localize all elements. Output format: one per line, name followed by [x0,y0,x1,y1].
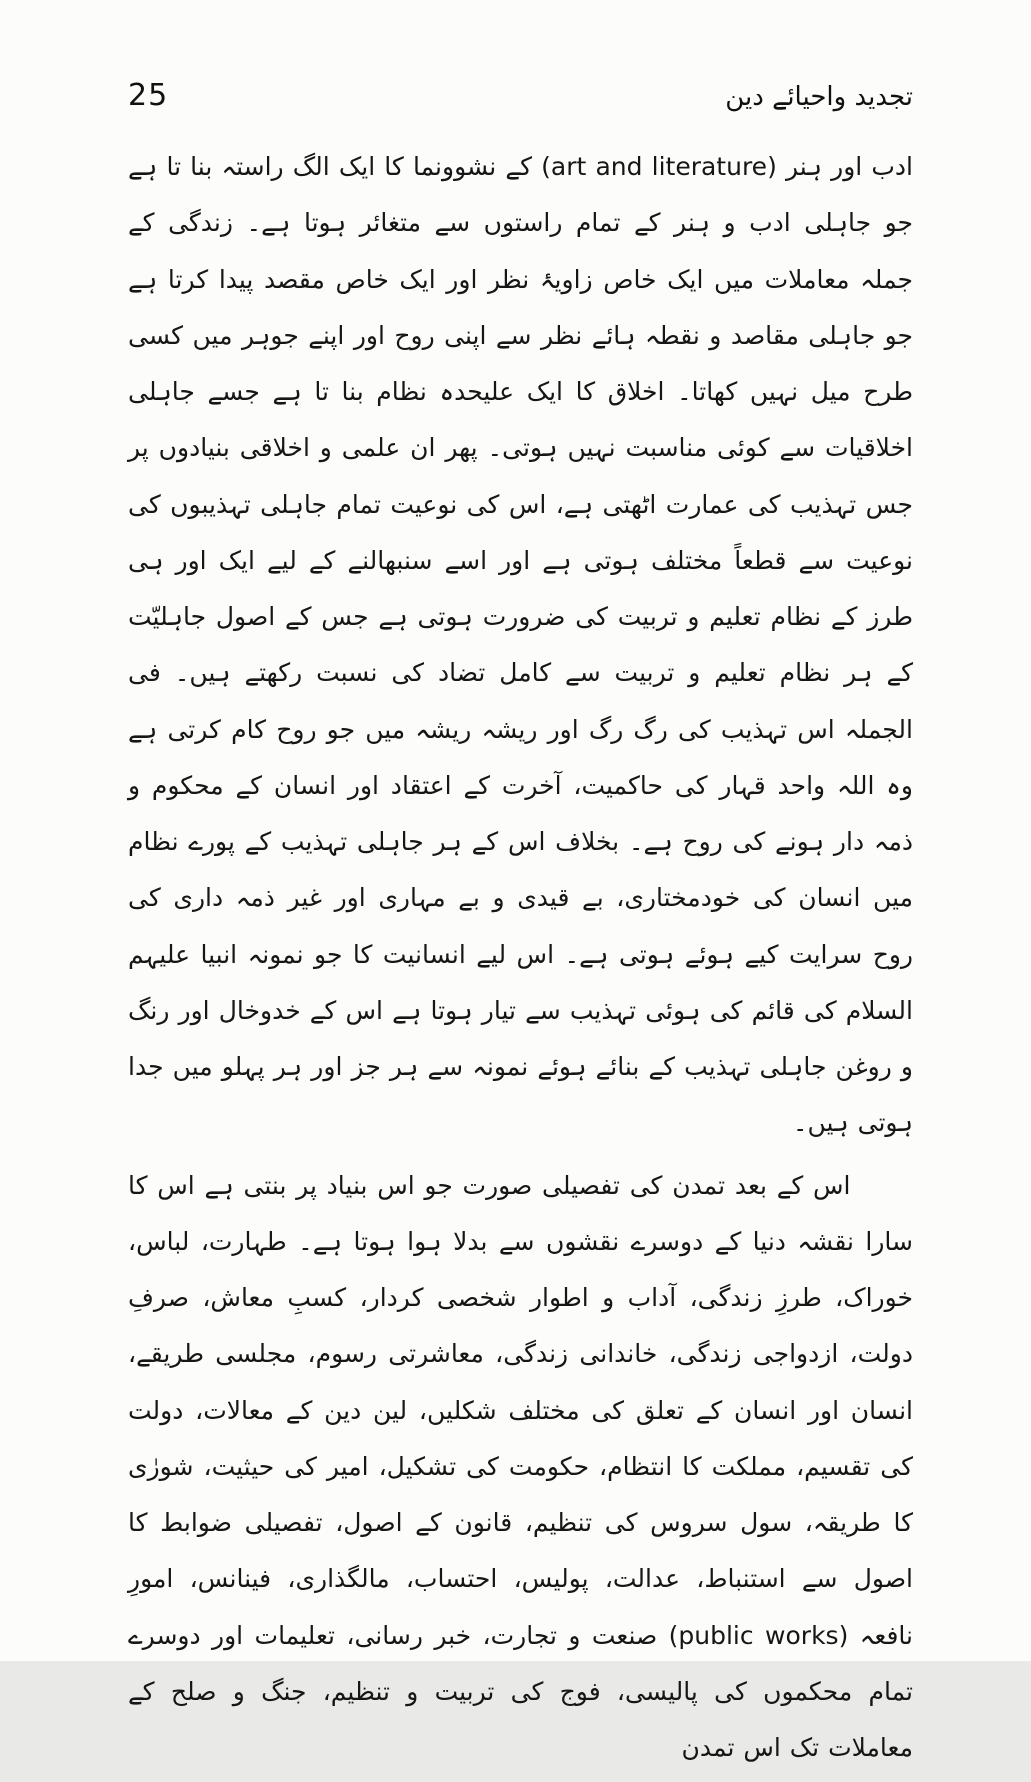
page-number: 25 [128,78,169,113]
running-head [128,78,913,113]
header-title: تجدید واحیائے دین [725,82,913,112]
body-text [128,139,913,1776]
paragraph-2: اس کے بعد تمدن کی تفصیلی صورت جو اس بنیاد پر بنتی ہے اس کا سارا نقشہ دنیا کے دوسرے نقشوں سے بدلا ہوا ہوتا ہے۔ طہارت، لباس، خوراک، طرزِ زندگی، آداب و اطوار شخصی کردار، کسبِ معاش، صرفِ دولت، ازدواجی زندگی، خاندانی زندگی، معاشرتی رسوم، مجلسی طریقے، انسان اور انسان کے تعلق کی مختلف شکلیں، لین دین کے معالات، دولت کی تقسیم، مملکت کا انتظام، حکومت کی تشکیل، امیر کی حیثیت، شورٰی کا طریقہ، سول سروس کی تنظیم، قانون کے اصول، تفصیلی ضوابط کا اصول سے استنباط، عدالت، پولیس، احتساب، مالگذاری، فینانس، امورِ نافعہ (public works) صنعت و تجارت، خبر رسانی، تعلیمات اور دوسرے تمام محکموں کی پالیسی، فوج کی تربیت و تنظیم، جنگ و صلح کے معاملات تک اس تمدن [128,1170,913,1762]
paragraph-1: ادب اور ہنر (art and literature) کے نشوونما کا ایک الگ راستہ بنا تا ہے جو جاہلی ادب و ہنر کے تمام راستوں سے متغائر ہوتا ہے۔ زندگی کے جملہ معاملات میں ایک خاص زاویۂ نظر اور ایک خاص مقصد پیدا کرتا ہے جو جاہلی مقاصد و نقطہ ہائے نظر سے اپنی روح اور اپنے جوہر میں کسی طرح میل نہیں کھاتا۔ اخلاق کا ایک علیحدہ نظام بنا تا ہے جسے جاہلی اخلاقیات سے کوئی مناسبت نہیں ہوتی۔ پھر ان علمی و اخلاقی بنیادوں پر جس تہذیب کی عمارت اٹھتی ہے، اس کی نوعیت تمام جاہلی تہذیبوں کی نوعیت سے قطعاً مختلف ہوتی ہے اور اسے سنبھالنے کے لیے ایک اور ہی طرز کے نظام تعلیم و تربیت کی ضرورت ہوتی ہے جس کے اصول جاہلیّت کے ہر نظام تعلیم و تربیت سے کامل تضاد کی نسبت رکھتے ہیں۔ فی الجملہ اس تہذیب کی رگ رگ اور ریشہ ریشہ میں جو روح کام کرتی ہے وہ اللہ واحد قہار کی حاکمیت، آخرت کے اعتقاد اور انسان کے محکوم و ذمہ دار ہونے کی روح ہے۔ بخلاف اس کے ہر جاہلی تہذیب کے پورے نظام میں انسان کی خودمختاری، بے قیدی و بے مہاری اور غیر ذمہ داری کی روح سرایت کیے ہوئے ہوتی ہے۔ اس لیے انسانیت کا جو نمونہ انبیا علیہم السلام کی قائم کی ہوئی تہذیب سے تیار ہوتا ہے اس کے خدوخال اور رنگ و روغن جاہلی تہذیب کے بنائے ہوئے نمونہ سے ہر جز اور ہر پہلو میں جدا ہوتی ہیں۔ [128,152,913,1138]
